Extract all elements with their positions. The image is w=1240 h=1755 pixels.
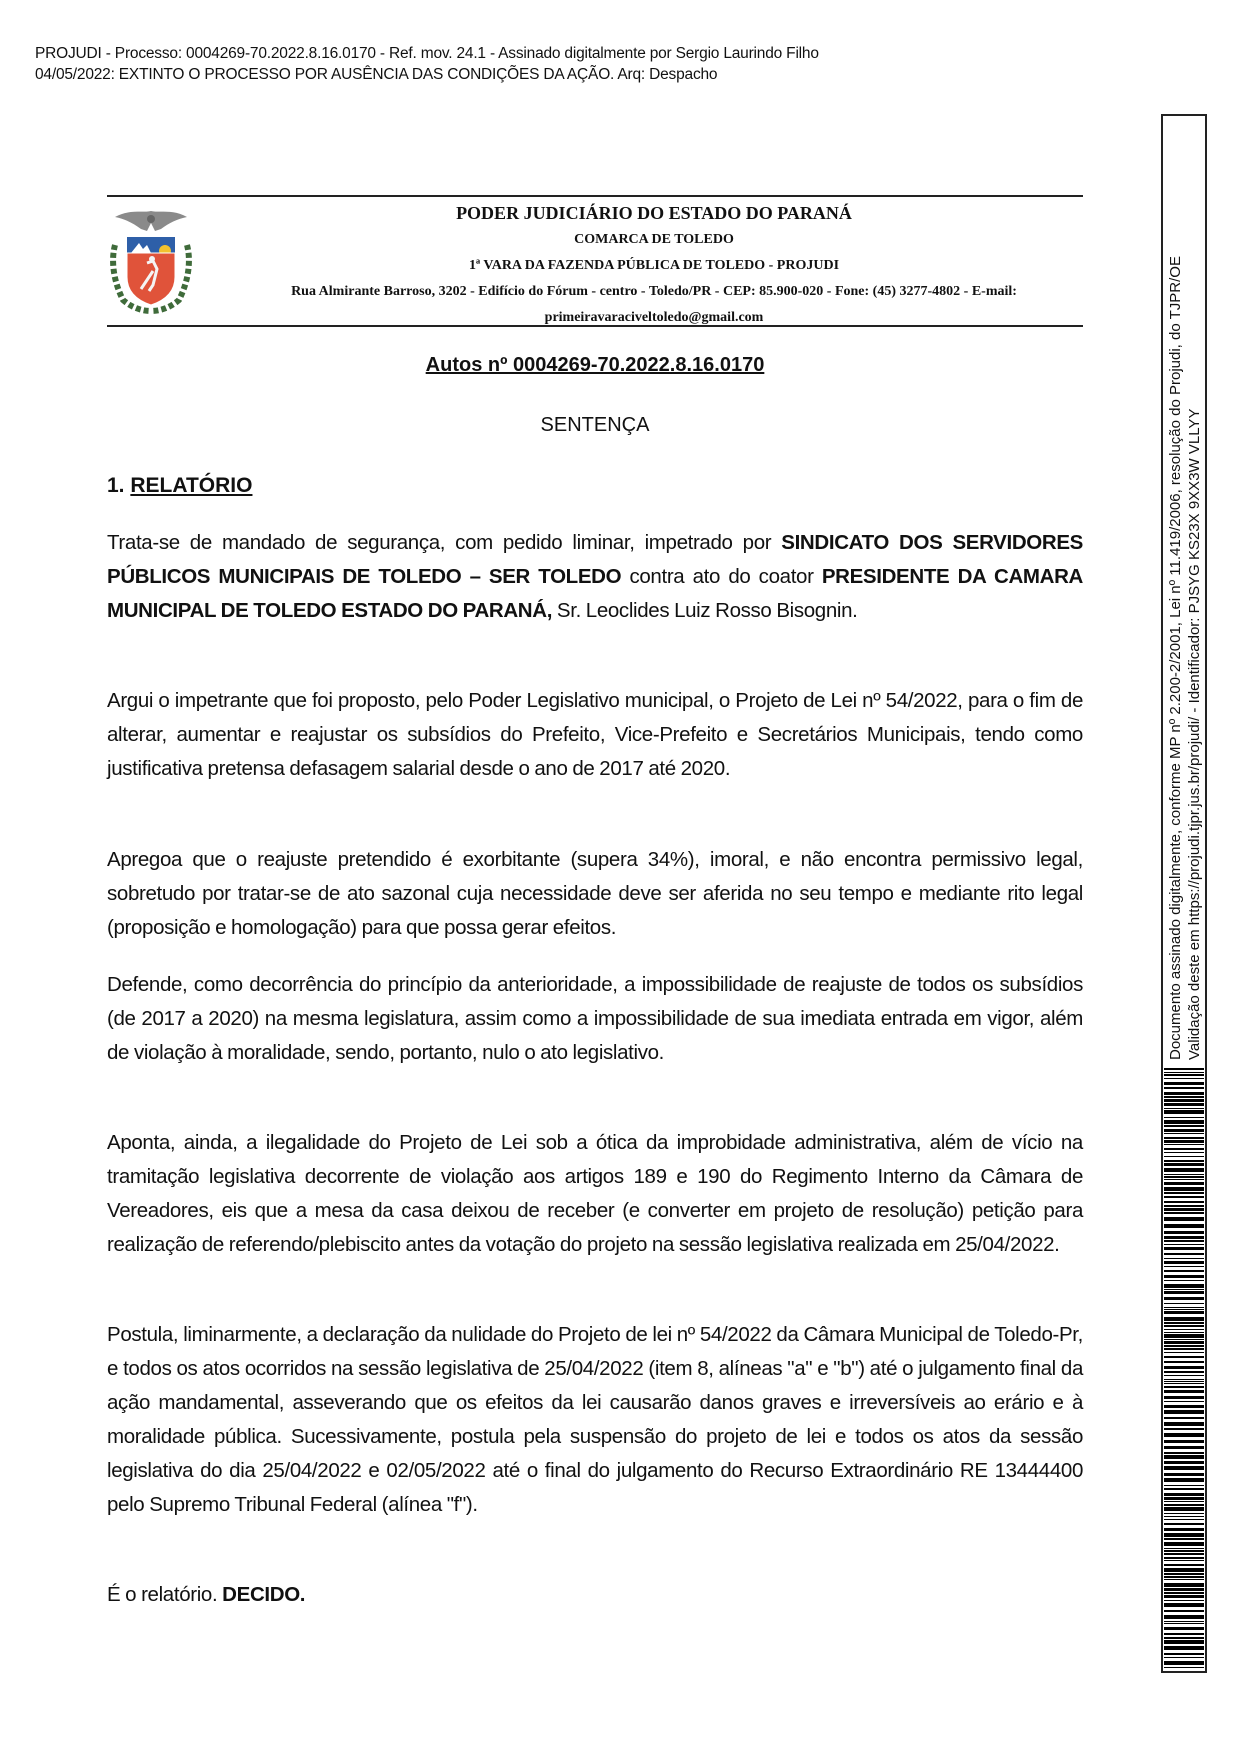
header-rule-bottom <box>107 325 1083 327</box>
signature-legal-basis: Documento assinado digitalmente, conforme MP nº 2.200-2/2001, Lei nº 11.419/2006, resolução do Projudi, do TJPR/OE <box>1167 256 1184 1060</box>
validation-url: Validação deste em https://projudi.tjpr.jus.br/projudi/ - Identificador: PJSYG KS23X 9XX3W VLLYY <box>1186 408 1203 1060</box>
section-number: 1. <box>107 474 125 497</box>
barcode-icon <box>1164 1068 1204 1668</box>
paragraph-4: Defende, como decorrência do princípio da anterioridade, a impossibilidade de reajuste de todos os subsídios (de 2017 a 2020) na mesma legislatura, assim como a impossibilidade de sua imediata entrada em vigor, além de violação à moralidade, sendo, portanto, nulo o ato legislativo. <box>107 973 1083 1064</box>
paragraph-5: Aponta, ainda, a ilegalidade do Projeto de Lei sob a ótica da improbidade administrativa, além de vício na tramitação legislativa decorrente de violação aos artigos 189 e 190 do Regimento Interno da Câmara de Vereadores, eis que a mesa da casa deixou de receber (e converter em projeto de resolução) petição para realização de referendo/plebiscito antes da votação do projeto na sessão legislativa realizada em 25/04/2022. <box>107 1131 1083 1256</box>
stamp-line-2: 04/05/2022: EXTINTO O PROCESSO POR AUSÊNCIA DAS CONDIÇÕES DA AÇÃO. Arq: Despacho <box>35 66 718 83</box>
paragraph-1 <box>107 526 1083 628</box>
paragraph-2: Argui o impetrante que foi proposto, pelo Poder Legislativo municipal, o Projeto de Lei nº 54/2022, para o fim de alterar, aumentar e reajustar os subsídios do Prefeito, Vice-Prefeito e Secretários Municipais, tendo como justificativa pretensa defasagem salarial desde o ano de 2017 até 2020. <box>107 689 1083 780</box>
paragraph-closing <box>107 1578 1083 1612</box>
letterhead-text <box>225 199 1083 331</box>
paragraph-6: Postula, liminarmente, a declaração da nulidade do Projeto de lei nº 54/2022 da Câmara Municipal de Toledo-Pr, e todos os atos ocorridos na sessão legislativa de 25/04/2022 (item 8, alíneas "a" e "b") até o julgamento final da ação mandamental, asseverando que os efeitos da lei causarão danos graves e irreversíveis ao erário e à moralidade pública. Sucessivamente, postula pela suspensão do projeto de lei e todos os atos da sessão legislativa do dia 25/04/2022 e 02/05/2022 até o final do julgamento do Recurso Extraordinário RE 13444400 pelo Supremo Tribunal Federal (alínea "f"). <box>107 1323 1083 1516</box>
document-title: SENTENÇA <box>540 414 650 436</box>
court-letterhead <box>107 195 1083 328</box>
email: primeiravaraciveltoledo@gmail.com <box>544 310 764 325</box>
comarca: COMARCA DE TOLEDO <box>574 232 734 247</box>
stamp-line-1: PROJUDI - Processo: 0004269-70.2022.8.16.0170 - Ref. mov. 24.1 - Assinado digitalmente por Sergio Laurindo Filho <box>35 45 819 62</box>
header-rule-top <box>107 195 1083 197</box>
parana-coat-of-arms-icon <box>107 205 195 315</box>
signature-validation-text <box>1166 120 1206 1060</box>
p1-text-c: contra ato do coator <box>621 565 822 588</box>
signature-stamp <box>35 43 819 85</box>
paragraph-3: Apregoa que o reajuste pretendido é exorbitante (supera 34%), imoral, e não encontra permissivo legal, sobretudo por tratar-se de ato sazonal cuja necessidade deve ser aferida no seu tempo e mediante rito legal (proposição e homologação) para que possa gerar efeitos. <box>107 848 1083 939</box>
case-number-text: Autos nº 0004269-70.2022.8.16.0170 <box>425 354 765 376</box>
address: Rua Almirante Barroso, 3202 - Edifício do Fórum - centro - Toledo/PR - CEP: 85.900-020 - Fone: (45) 3277-4802 - E-mail: <box>291 284 1017 299</box>
p1-text-e: Sr. Leoclides Luiz Rosso Bisognin. <box>552 599 858 622</box>
section-heading <box>107 474 252 498</box>
coator-name: PRESIDENTE DA CAMARA MUNICIPAL DE TOLEDO ESTADO DO PARANÁ, <box>107 565 1083 622</box>
closing-text: É o relatório. <box>107 1583 223 1606</box>
section-title: RELATÓRIO <box>130 474 253 497</box>
p1-text-a: Trata-se de mandado de segurança, com pedido liminar, impetrado por <box>107 531 782 554</box>
decido-text: DECIDO. <box>222 1583 306 1606</box>
vara: 1ª VARA DA FAZENDA PÚBLICA DE TOLEDO - PROJUDI <box>468 258 840 273</box>
case-number <box>107 354 1083 377</box>
impetrante-name: SINDICATO DOS SERVIDORES PÚBLICOS MUNICIPAIS DE TOLEDO – SER TOLEDO <box>107 531 1083 588</box>
court-name: PODER JUDICIÁRIO DO ESTADO DO PARANÁ <box>456 203 852 223</box>
